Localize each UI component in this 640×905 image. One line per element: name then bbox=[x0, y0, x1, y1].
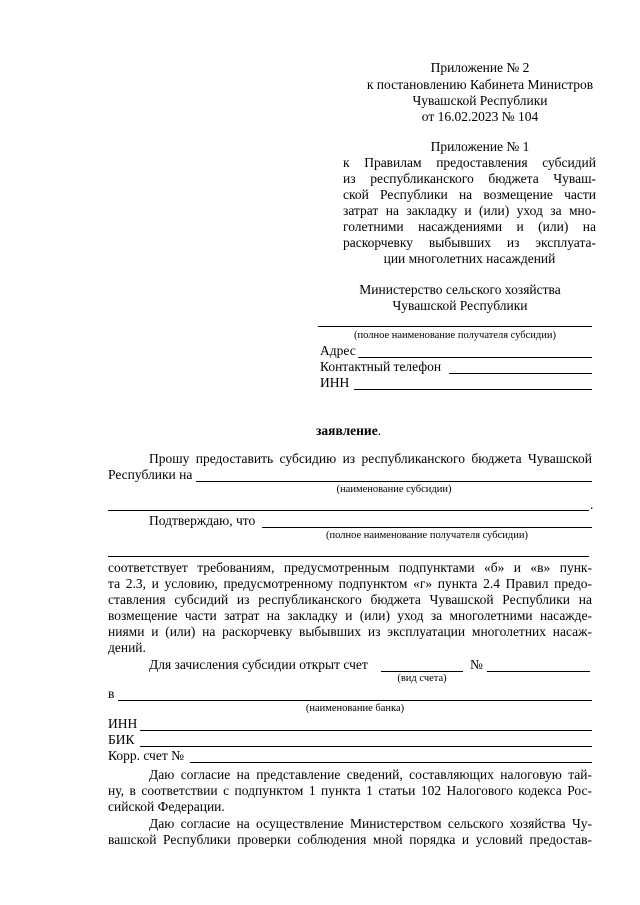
appendix-number: Приложение № 2 bbox=[430, 60, 530, 75]
phone-field[interactable] bbox=[449, 373, 592, 374]
compliance-line: соответствует требованиям, предусмотренным подпунктами «б» и «в» пунк- bbox=[108, 560, 592, 575]
rules-line: затрат на закладку и (или) уход за мно- bbox=[343, 203, 596, 218]
account-type-field[interactable] bbox=[381, 671, 463, 672]
subsidy-name-field-continued[interactable] bbox=[108, 510, 589, 511]
recipient-inn-label: ИНН bbox=[320, 375, 350, 390]
rules-appendix-title: Приложение № 1 bbox=[430, 139, 530, 154]
address-label: Адрес bbox=[320, 343, 356, 358]
bank-inn-label: ИНН bbox=[108, 716, 138, 731]
confirm-recipient-field[interactable] bbox=[262, 527, 592, 528]
rules-line: к Правилам предоставления субсидий bbox=[343, 155, 596, 170]
address-field[interactable] bbox=[358, 357, 592, 358]
check-consent-line: вашской Республики проверки соблюдения мной порядка и условий предостав- bbox=[108, 832, 592, 847]
recipient-name-caption: (полное наименование получателя субсидии) bbox=[354, 330, 556, 341]
recipient-name-field[interactable] bbox=[318, 326, 592, 327]
compliance-line: та 2.3, и условию, предусмотренному подпунктом «г» пункта 2.4 Правил предо- bbox=[108, 576, 592, 591]
appendix-resolution: к постановлению Кабинета Министров bbox=[366, 77, 594, 92]
addressee-ministry: Министерство сельского хозяйства bbox=[359, 282, 561, 297]
recipient-inn-field[interactable] bbox=[354, 389, 592, 390]
rules-line-last: ции многолетних насаждений bbox=[383, 251, 556, 266]
corr-account-field[interactable] bbox=[190, 762, 592, 763]
statement-title: заявление. bbox=[316, 423, 382, 438]
subsidy-name-field[interactable] bbox=[196, 481, 592, 482]
request-prefix: Республики на bbox=[108, 467, 193, 482]
confirm-recipient-caption: (полное наименование получателя субсидии) bbox=[326, 530, 528, 541]
subsidy-period: . bbox=[590, 497, 594, 512]
corr-account-label: Корр. счет № bbox=[108, 748, 184, 763]
tax-consent-line-last: сийской Федерации. bbox=[108, 799, 225, 814]
account-prefix: Для зачисления субсидии открыт счет bbox=[149, 657, 368, 672]
appendix-republic: Чувашской Республики bbox=[412, 93, 548, 108]
tax-consent-line: ну, в соответствии с подпунктом 1 пункта 1 статьи 102 Налогового кодекса Рос- bbox=[108, 783, 592, 798]
account-number-sign: № bbox=[470, 657, 483, 672]
rules-line: ской Республики на возмещение части bbox=[343, 187, 596, 202]
compliance-line: ставления субсидий из республиканского бюджета Чувашской Республики на bbox=[108, 592, 592, 607]
bank-name-caption: (наименование банка) bbox=[305, 703, 405, 714]
account-type-caption: (вид счета) bbox=[397, 673, 447, 684]
subsidy-name-caption: (наименование субсидии) bbox=[336, 484, 452, 495]
compliance-line-last: дений. bbox=[108, 640, 146, 655]
check-consent-line: Даю согласие на осуществление Министерством сельского хозяйства Чу- bbox=[149, 816, 592, 831]
appendix-date: от 16.02.2023 № 104 bbox=[421, 109, 539, 124]
bank-inn-field[interactable] bbox=[140, 730, 592, 731]
rules-line: голетними насаждениями и (или) на bbox=[343, 219, 596, 234]
confirm-recipient-field-continued[interactable] bbox=[108, 556, 589, 557]
bik-field[interactable] bbox=[140, 746, 592, 747]
compliance-line: возмещение части затрат на закладку и (или) уход за многолетними насажде- bbox=[108, 608, 592, 623]
rules-line: раскорчевку выбывших из эксплуата- bbox=[343, 235, 596, 250]
bank-in-label: в bbox=[108, 686, 115, 701]
confirm-prefix: Подтверждаю, что bbox=[149, 513, 256, 528]
bik-label: БИК bbox=[108, 732, 135, 747]
compliance-line: ниями и (или) на раскорчевку выбывших из эксплуатации многолетних насаж- bbox=[108, 624, 592, 639]
addressee-republic: Чувашской Республики bbox=[392, 298, 528, 313]
account-number-field[interactable] bbox=[487, 671, 590, 672]
request-text: Прошу предоставить субсидию из республиканского бюджета Чувашской bbox=[149, 451, 592, 466]
bank-name-field[interactable] bbox=[118, 700, 592, 701]
rules-line: из республиканского бюджета Чуваш- bbox=[343, 171, 596, 186]
phone-label: Контактный телефон bbox=[320, 359, 442, 374]
tax-consent-line: Даю согласие на представление сведений, составляющих налоговую тай- bbox=[149, 767, 592, 782]
